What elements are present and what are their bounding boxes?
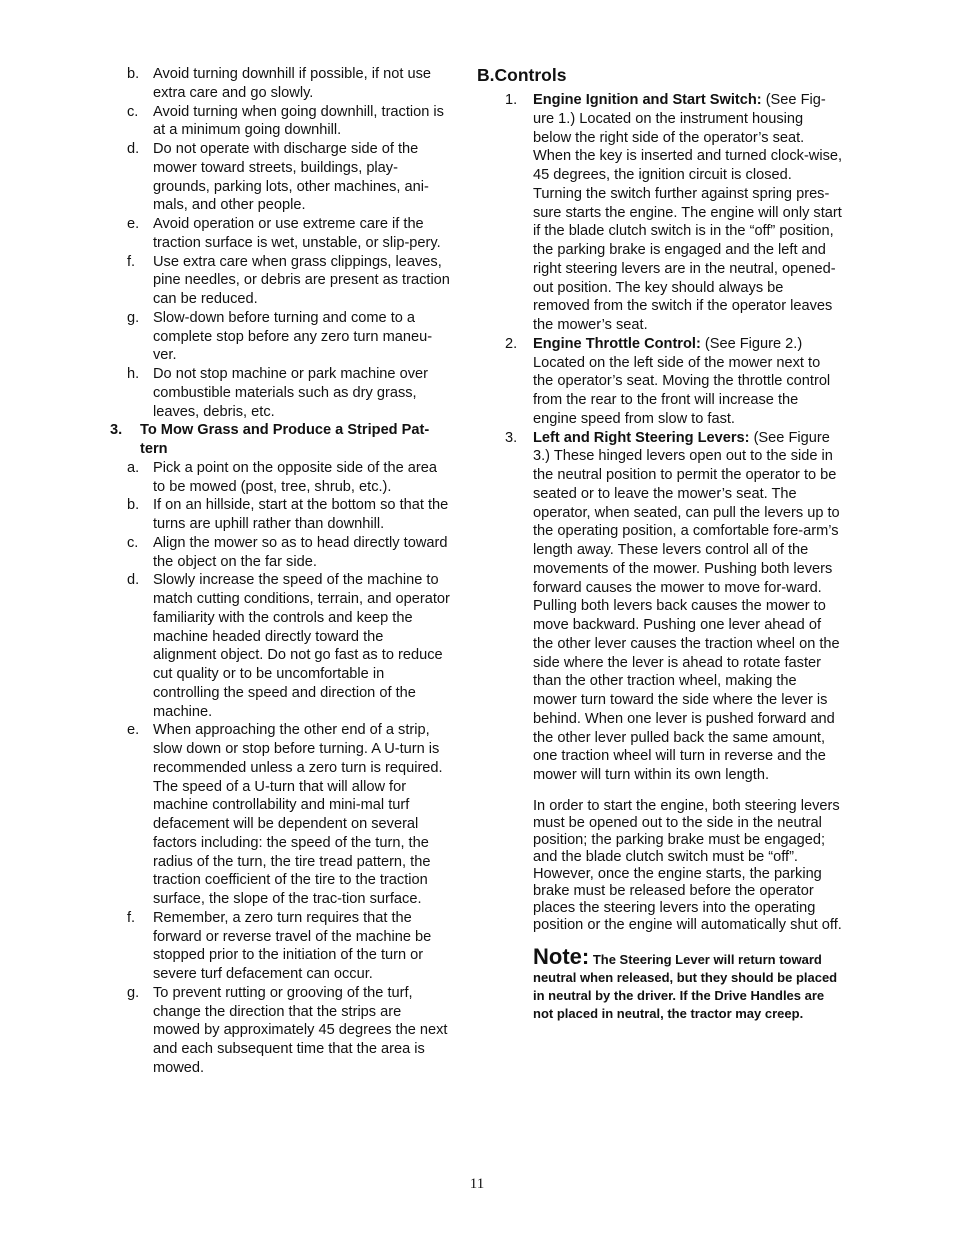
- control-item-text: [533, 429, 843, 785]
- list-marker: f.: [127, 253, 136, 270]
- control-item-text: [533, 335, 843, 429]
- list-marker: c.: [127, 103, 139, 120]
- list-item: [110, 459, 450, 497]
- list-marker: e.: [127, 722, 140, 739]
- list-item-text: If on an hillside, start at the bottom so that the turns are uphill rather than downhill.: [153, 497, 449, 532]
- note-text: The Steering Lever will return toward neutral when released, but they should be placed in neutral by the driver. If the Drive Handles are not placed in neutral, the tractor may creep.: [533, 951, 838, 1021]
- list-marker: d.: [127, 141, 140, 157]
- list-item: [110, 309, 450, 365]
- list-marker: c.: [127, 534, 139, 551]
- list-item-text: Use extra care when grass clippings, leaves, pine needles, or debris are present as traction can be reduced.: [153, 253, 450, 307]
- start-engine-paragraph: In order to start the engine, both steering levers must be opened out to the side in the neutral position; the parking brake must be engaged; and the blade clutch switch must be “off”. However, once the engine starts, the parking brake must be released before the operator places the steering levers into the operating position or the engine will automatically shut off.: [533, 797, 842, 933]
- left-column: [110, 65, 450, 1078]
- list-item-text: Avoid turning when going downhill, traction is at a minimum going downhill.: [153, 103, 444, 139]
- list-item-text: Slowly increase the speed of the machine to match cutting conditions, terrain, and operator familiarity with the controls and keep the machine headed directly toward the alignment object. Do not go fast as to reduce cut quality or to be uncomfortable in controlling the speed and direction of the machine.: [153, 572, 450, 720]
- list-item: [110, 215, 450, 253]
- note-label: Note:: [533, 943, 590, 969]
- list-item-text: When approaching the other end of a strip, slow down or stop before turning. A U-turn is recommended unless a zero turn is required. The speed of a U-turn that will allow for machine controllability and mini-mal turf defacement will be dependent on several factors including: the speed of the turn, the radius of the turn, the tire tread pattern, the traction coefficient of the tire to the traction surface, the slope of the trac-tion surface.: [153, 722, 443, 907]
- control-title: Left and Right Steering Levers:: [533, 429, 750, 446]
- list-marker: g.: [127, 984, 140, 1001]
- right-column: [477, 65, 843, 1023]
- control-item: [477, 429, 843, 785]
- list-item: [110, 103, 450, 141]
- list-item: [110, 984, 450, 1078]
- controls-list: [477, 91, 843, 785]
- control-item: [477, 335, 843, 429]
- control-item: [477, 91, 843, 335]
- section-heading: B.Controls: [477, 65, 567, 85]
- list-item: [110, 365, 450, 421]
- list-item: [110, 534, 450, 572]
- list-item-text: Slow-down before turning and come to a complete stop before any zero turn maneu-ver.: [153, 309, 433, 364]
- list-item-text: To Mow Grass and Produce a Striped Pat-tern: [140, 422, 430, 457]
- list-item: [110, 496, 450, 534]
- list-marker: 2.: [505, 335, 518, 352]
- list-item: [110, 140, 450, 215]
- note-box: [533, 943, 843, 1023]
- control-title: Engine Throttle Control:: [533, 335, 701, 352]
- list-item: [110, 721, 450, 909]
- control-title: Engine Ignition and Start Switch:: [533, 92, 762, 108]
- list-item: [110, 571, 450, 721]
- list-marker: a.: [127, 459, 140, 476]
- list-item-text: Do not operate with discharge side of the mower toward streets, buildings, play-grounds, parking lots, other machines, ani-mals, and other people.: [153, 141, 429, 214]
- list-marker: 3.: [505, 429, 518, 446]
- page-number: 11: [469, 1176, 485, 1192]
- control-description: (See Figure 2.) Located on the left side of the mower next to the operator’s seat. Moving the throttle control from the rear to the front will increase the engine speed from slow to fast.: [533, 335, 831, 427]
- list-marker: g.: [127, 309, 140, 326]
- list-item: [110, 65, 450, 103]
- list-item-text: To prevent rutting or grooving of the turf, change the direction that the strips are mowed by approximately 45 degrees the next and each subsequent time that the area is mowed.: [153, 984, 448, 1076]
- list-marker: b.: [127, 66, 140, 82]
- list-marker: h.: [127, 366, 140, 382]
- list-item: [110, 253, 450, 309]
- list-item-text: Pick a point on the opposite side of the area to be mowed (post, tree, shrub, etc.).: [153, 459, 437, 495]
- list-marker: 3.: [110, 422, 123, 439]
- list-item-text: Avoid operation or use extreme care if the traction surface is wet, unstable, or slip-pery.: [153, 216, 441, 251]
- list-item-text: Align the mower so as to head directly toward the object on the far side.: [153, 534, 448, 570]
- list-item-text: Remember, a zero turn requires that the forward or reverse travel of the machine be stopped prior to the initiation of the turn or severe turf defacement can occur.: [153, 909, 432, 982]
- list-marker: d.: [127, 572, 140, 589]
- list-marker: 1.: [505, 92, 518, 108]
- control-description: (See Figure 3.) These hinged levers open out to the side in the neutral position to permit the operator to be seated or to leave the mower’s seat. The operator, when seated, can pull the levers up to the operating position, a comfortable fore-arm’s length away. These levers control all of the movements of the mower. Pushing both levers forward causes the mower to move for-ward. Pulling both levers back causes the mower to move backward. Pushing one lever ahead of the other lever causes the traction wheel on the side where the lever is ahead to rotate faster than the other traction wheel, making the mower turn toward the side where the lever is behind. When one lever is pushed forward and the other lever pulled back the same amount, one traction wheel will turn in reverse and the mower will turn within its own length.: [533, 429, 840, 783]
- list-item-text: Avoid turning downhill if possible, if not use extra care and go slowly.: [153, 66, 431, 101]
- list-marker: b.: [127, 497, 140, 514]
- control-item-text: [533, 91, 843, 335]
- list-item: [110, 909, 450, 984]
- numbered-heading: [110, 421, 450, 459]
- list-marker: e.: [127, 216, 140, 232]
- list-item-text: Do not stop machine or park machine over combustible materials such as dry grass, leaves, debris, etc.: [153, 366, 428, 420]
- control-description: (See Fig-ure 1.) Located on the instrument housing below the right side of the operator’s seat. When the key is inserted and turned clock-wise, 45 degrees, the ignition circuit is closed. Turning the switch further against spring pres-sure starts the engine. The engine will only start if the blade clutch switch is in the “off” position, the parking brake is engaged and the left and right steering levers are in the neutral, opened-out position. The key should always be removed from the switch if the operator leaves the mower’s seat.: [533, 92, 843, 333]
- list-marker: f.: [127, 909, 136, 926]
